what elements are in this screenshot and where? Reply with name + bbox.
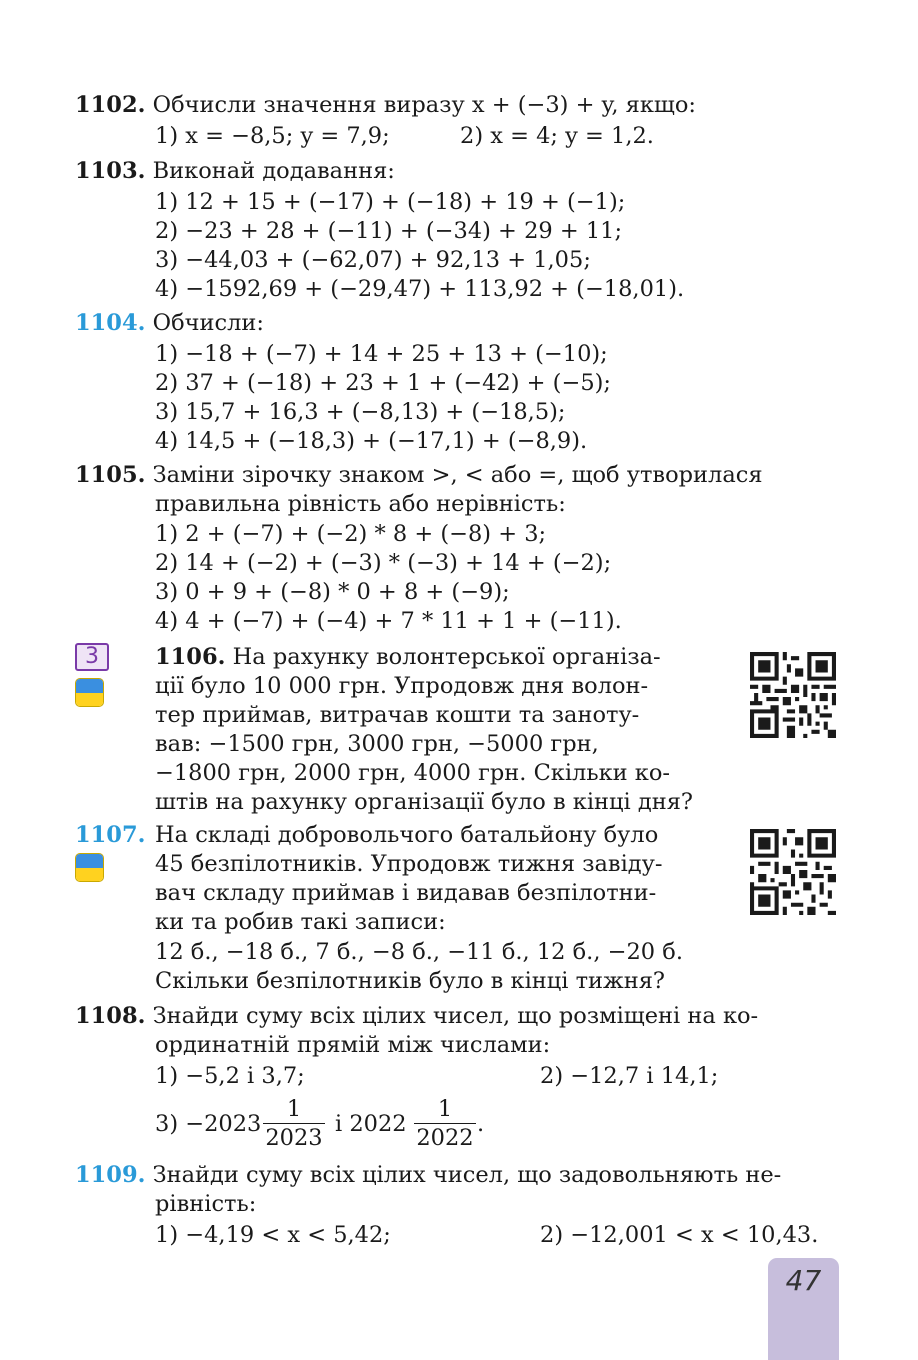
exercise-number: 1104. bbox=[75, 310, 146, 336]
exercise-item: 1) −4,19 < x < 5,42; bbox=[155, 1222, 391, 1248]
qr-code-icon[interactable] bbox=[750, 829, 836, 915]
exercise-number: 1108. bbox=[75, 1003, 146, 1029]
exercise-number: 1103. bbox=[75, 158, 146, 184]
exercise-text: −1800 грн, 2000 грн, 4000 грн. Скільки ко- bbox=[155, 760, 671, 786]
exercise-text: штів на рахунку організації було в кінці дня? bbox=[155, 789, 693, 815]
exercise-item: 2) −12,001 < x < 10,43. bbox=[540, 1222, 819, 1248]
exercise-1105 bbox=[75, 461, 763, 490]
exercise-item: 3) 15,7 + 16,3 + (−8,13) + (−18,5); bbox=[155, 399, 566, 425]
exercise-task: Знайди суму всіх цілих чисел, що розміщені на ко- bbox=[152, 1003, 759, 1029]
fraction-denominator: 2023 bbox=[263, 1123, 325, 1152]
exercise-item-end: . bbox=[477, 1111, 485, 1137]
exercise-task: Знайди суму всіх цілих чисел, що задовольняють не- bbox=[152, 1162, 782, 1188]
exercise-item: 1) −5,2 і 3,7; bbox=[155, 1063, 305, 1089]
exercise-task-cont: ординатній прямій між числами: bbox=[155, 1032, 551, 1058]
exercise-task-cont: рівність: bbox=[155, 1191, 257, 1217]
exercise-item: 2) −12,7 і 14,1; bbox=[540, 1063, 719, 1089]
exercise-text: 45 безпілотників. Упродовж тижня завіду- bbox=[155, 851, 663, 877]
exercise-number: 1105. bbox=[75, 462, 146, 488]
fraction-denominator: 2022 bbox=[414, 1123, 476, 1152]
exercise-number: 1107. bbox=[75, 822, 146, 848]
exercise-item: 4) 4 + (−7) + (−4) + 7 * 11 + 1 + (−11). bbox=[155, 608, 622, 634]
exercise-text: тер приймав, витрачав кошти та заноту- bbox=[155, 702, 640, 728]
exercise-item: 4) −1592,69 + (−29,47) + 113,92 + (−18,01). bbox=[155, 276, 685, 302]
exercise-text: ки та робив такі записи: bbox=[155, 909, 446, 935]
exercise-item: 3) 0 + 9 + (−8) * 0 + 8 + (−9); bbox=[155, 579, 510, 605]
exercise-text: ції було 10 000 грн. Упродовж дня волон- bbox=[155, 673, 649, 699]
exercise-item: 1) 2 + (−7) + (−2) * 8 + (−8) + 3; bbox=[155, 521, 547, 547]
exercise-task: Виконай додавання: bbox=[152, 158, 395, 184]
exercise-1108 bbox=[75, 1002, 758, 1031]
ukraine-flag-icon bbox=[75, 853, 104, 882]
exercise-task: Обчисли: bbox=[152, 310, 264, 336]
exercise-item-mid: і 2022 bbox=[335, 1111, 407, 1137]
exercise-text: 12 б., −18 б., 7 б., −8 б., −11 б., 12 б., −20 б. bbox=[155, 939, 683, 965]
exercise-1102 bbox=[75, 91, 696, 120]
exercise-text: вач складу приймав і видавав безпілотни- bbox=[155, 880, 657, 906]
exercise-1103 bbox=[75, 157, 395, 186]
fraction bbox=[263, 1095, 325, 1152]
exercise-task: Заміни зірочку знаком >, < або =, щоб утворилася bbox=[152, 462, 763, 488]
exercise-number: 1102. bbox=[75, 92, 146, 118]
fraction-numerator: 1 bbox=[437, 1096, 453, 1122]
exercise-text: На складі добровольчого батальйону було bbox=[155, 822, 659, 848]
exercise-item: 2) 14 + (−2) + (−3) * (−3) + 14 + (−2); bbox=[155, 550, 612, 576]
exercise-text: На рахунку волонтерської організа- bbox=[232, 644, 661, 670]
fraction-numerator: 1 bbox=[286, 1096, 302, 1122]
exercise-item: 1) 12 + 15 + (−17) + (−18) + 19 + (−1); bbox=[155, 189, 626, 215]
exercise-1107-number bbox=[75, 821, 145, 850]
qr-code-icon[interactable] bbox=[750, 652, 836, 738]
page-number: 47 bbox=[785, 1264, 822, 1297]
exercise-text: вав: −1500 грн, 3000 грн, −5000 грн, bbox=[155, 731, 599, 757]
exercise-item: 1) −18 + (−7) + 14 + 25 + 13 + (−10); bbox=[155, 341, 608, 367]
exercise-item: 4) 14,5 + (−18,3) + (−17,1) + (−8,9). bbox=[155, 428, 588, 454]
level-badge: 3 bbox=[75, 643, 109, 671]
exercise-item: 3) −44,03 + (−62,07) + 92,13 + 1,05; bbox=[155, 247, 591, 273]
exercise-number: 1106. bbox=[155, 644, 226, 670]
exercise-item: 2) x = 4; y = 1,2. bbox=[460, 123, 654, 149]
exercise-text: Скільки безпілотників було в кінці тижня? bbox=[155, 968, 665, 994]
fraction bbox=[414, 1095, 476, 1152]
exercise-item: 1) x = −8,5; y = 7,9; bbox=[155, 123, 390, 149]
page-number-tab bbox=[768, 1258, 839, 1360]
exercise-1104 bbox=[75, 309, 264, 338]
exercise-item: 2) −23 + 28 + (−11) + (−34) + 29 + 11; bbox=[155, 218, 623, 244]
exercise-item: 2) 37 + (−18) + 23 + 1 + (−42) + (−5); bbox=[155, 370, 611, 396]
exercise-task-cont: правильна рівність або нерівність: bbox=[155, 491, 566, 517]
exercise-item-prefix: 3) −2023 bbox=[155, 1111, 262, 1137]
exercise-1109 bbox=[75, 1161, 781, 1190]
exercise-number: 1109. bbox=[75, 1162, 146, 1188]
ukraine-flag-icon bbox=[75, 678, 104, 707]
exercise-1106 bbox=[155, 643, 661, 672]
exercise-task: Обчисли значення виразу x + (−3) + y, якщо: bbox=[152, 92, 696, 118]
